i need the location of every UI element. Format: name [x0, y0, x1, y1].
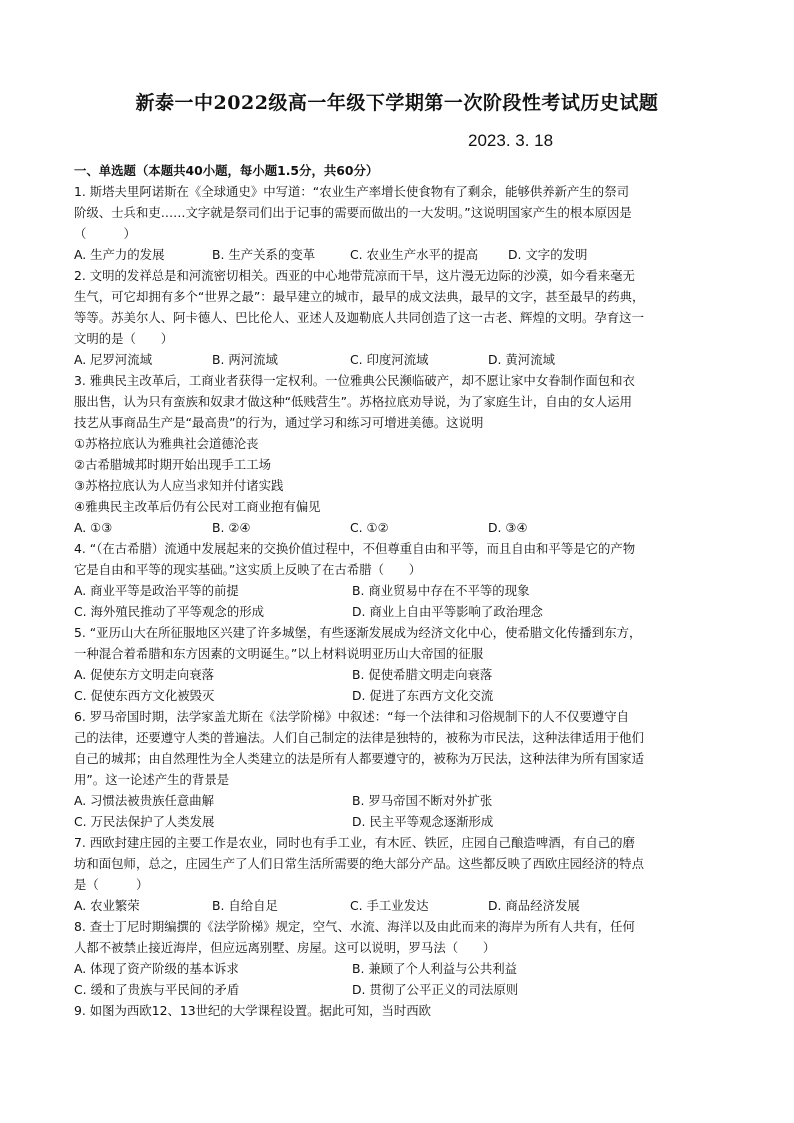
question-text: 服出售，认为只有蛮族和奴隶才做这种“低贱营生”。苏格拉底劝导说，为了家庭生计，自由的女人运用 — [74, 394, 633, 409]
option-d: D. 促进了东西方文化交流 — [352, 688, 494, 703]
question-text: 它是自由和平等的现实基础。”这实质上反映了在古希腊（ ） — [74, 562, 422, 577]
statement-3: ③苏格拉底认为人应当求知并付诸实践 — [74, 478, 284, 493]
question-7 — [74, 832, 726, 916]
question-text: 文明的是（ ） — [74, 331, 174, 346]
option-b: B. 促使希腊文明走向衰落 — [352, 667, 493, 682]
option-a: A. 生产力的发展 — [74, 247, 165, 262]
question-8 — [74, 916, 726, 1000]
options-row — [74, 895, 726, 916]
option-c: C. 手工业发达 — [350, 898, 429, 913]
option-a: A. ①③ — [74, 520, 113, 535]
question-text: 一种混合着希腊和东方因素的文明诞生。”以上材料说明亚历山大帝国的征服 — [74, 646, 484, 661]
option-d: D. ③④ — [488, 520, 528, 535]
question-9 — [74, 1000, 726, 1021]
option-a: A. 农业繁荣 — [74, 898, 140, 913]
options-row — [74, 685, 726, 706]
question-text: 己的法律，还要遵守人类的普遍法。人们自己制定的法律是独特的，被称为市民法，这种法律适用于他们 — [74, 730, 644, 745]
options-row — [74, 790, 726, 811]
question-4 — [74, 538, 726, 622]
question-3 — [74, 370, 726, 538]
option-d: D. 商业上自由平等影响了政治理念 — [352, 604, 543, 619]
option-b: B. ②④ — [212, 520, 251, 535]
statement-2: ②古希腊城邦时期开始出现手工工场 — [74, 457, 271, 472]
question-text: 9. 如图为西欧12、13世纪的大学课程设置。据此可知，当时西欧 — [74, 1003, 432, 1018]
option-b: B. 罗马帝国不断对外扩张 — [352, 793, 493, 808]
option-b: B. 生产关系的变革 — [212, 247, 316, 262]
exam-content — [74, 160, 726, 1021]
option-c: C. 促使东西方文化被毁灭 — [74, 688, 215, 703]
options-row — [74, 349, 726, 370]
question-text: 8. 查士丁尼时期编撰的《法学阶梯》规定，空气、水流、海洋以及由此而来的海岸为所有人共有，任何 — [74, 919, 635, 934]
statement-1: ①苏格拉底认为雅典社会道德沦丧 — [74, 436, 259, 451]
question-1 — [74, 181, 726, 265]
option-b: B. 商业贸易中存在不平等的现象 — [352, 583, 530, 598]
question-text: （ ） — [74, 226, 136, 241]
options-row — [74, 958, 726, 979]
option-c: C. 缓和了贵族与平民间的矛盾 — [74, 982, 240, 997]
option-c: C. 万民法保护了人类发展 — [74, 814, 215, 829]
option-c: C. 农业生产水平的提高 — [350, 247, 479, 262]
options-row — [74, 811, 726, 832]
question-text: 坊和面包师，总之，庄园生产了人们日常生活所需要的绝大部分产品。这些都反映了西欧庄园经济的特点 — [74, 856, 644, 871]
option-d: D. 商品经济发展 — [488, 898, 580, 913]
option-d: D. 民主平等观念逐渐形成 — [352, 814, 494, 829]
exam-date: 2023. 3. 18 — [468, 131, 554, 150]
question-text: 技艺从事商品生产是“最高贵”的行为，通过学习和练习可增进美德。这说明 — [74, 415, 484, 430]
options-row — [74, 580, 726, 601]
question-text: 3. 雅典民主改革后，工商业者获得一定权利。一位雅典公民濒临破产，却不愿让家中女眷制作面包和衣 — [74, 373, 635, 388]
section-heading: 一、单选题（本题共40小题，每小题1.5分，共60分） — [74, 163, 379, 178]
options-row — [74, 601, 726, 622]
options-row — [74, 979, 726, 1000]
options-row — [74, 517, 726, 538]
option-b: B. 两河流域 — [212, 352, 278, 367]
question-5 — [74, 622, 726, 706]
question-text: 6. 罗马帝国时期，法学家盖尤斯在《法学阶梯》中叙述：“每一个法律和习俗规制下的人不仅要遵守自 — [74, 709, 629, 724]
question-text: 2. 文明的发祥总是和河流密切相关。西亚的中心地带荒凉而干旱，这片漫无边际的沙漠，如今看来毫无 — [74, 268, 635, 283]
option-d: D. 文字的发明 — [508, 247, 588, 262]
page-title: 新泰一中2022级高一年级下学期第一次阶段性考试历史试题 — [135, 92, 659, 114]
option-a: A. 促使东方文明走向衰落 — [74, 667, 215, 682]
question-text: 人都不被禁止接近海岸，但应远离别墅、房屋。这可以说明，罗马法（ ） — [74, 940, 496, 955]
option-a: A. 商业平等是政治平等的前提 — [74, 583, 239, 598]
question-text: 4. “（在古希腊）流通中发展起来的交换价值过程中，不但尊重自由和平等，而且自由和平等是它的产物 — [74, 541, 636, 556]
question-2 — [74, 265, 726, 370]
options-row — [74, 244, 726, 265]
question-text: 用”。这一论述产生的背景是 — [74, 772, 230, 787]
question-text: 5. “亚历山大在所征服地区兴建了许多城堡，有些逐渐发展成为经济文化中心，使希腊文化传播到东方， — [74, 625, 642, 640]
question-text: 阶级、士兵和吏……文字就是祭司们出于记事的需要而做出的一大发明。”这说明国家产生的根本原因是 — [74, 205, 632, 220]
option-a: A. 习惯法被贵族任意曲解 — [74, 793, 215, 808]
option-d: D. 黄河流域 — [488, 352, 555, 367]
question-6 — [74, 706, 726, 832]
option-c: C. 印度河流域 — [350, 352, 429, 367]
question-text: 自己的城邦；由自然理性为全人类建立的法是所有人都要遵守的，被称为万民法，这种法律为所有国家适 — [74, 751, 644, 766]
statement-4: ④雅典民主改革后仍有公民对工商业抱有偏见 — [74, 499, 321, 514]
question-text: 1. 斯塔夫里阿诺斯在《全球通史》中写道：“农业生产率增长使食物有了剩余，能够供养新产生的祭司 — [74, 184, 629, 199]
option-c: C. ①② — [350, 520, 389, 535]
option-a: A. 尼罗河流域 — [74, 352, 153, 367]
option-b: B. 兼顾了个人利益与公共利益 — [352, 961, 518, 976]
options-row — [74, 664, 726, 685]
question-text: 生气，可它却拥有多个“世界之最”：最早建立的城市，最早的成文法典，最早的文字，甚至最早的药典， — [74, 289, 645, 304]
question-text: 7. 西欧封建庄园的主要工作是农业，同时也有手工业，有木匠、铁匠，庄园自己酿造啤酒，有自己的磨 — [74, 835, 635, 850]
option-a: A. 体现了资产阶级的基本诉求 — [74, 961, 239, 976]
question-text: 等等。苏美尔人、阿卡德人、巴比伦人、亚述人及迦勒底人共同创造了这一古老、辉煌的文明。孕育这一 — [74, 310, 644, 325]
option-b: B. 自给自足 — [212, 898, 278, 913]
option-d: D. 贯彻了公平正义的司法原则 — [352, 982, 519, 997]
question-text: 是（ ） — [74, 877, 149, 892]
option-c: C. 海外殖民推动了平等观念的形成 — [74, 604, 264, 619]
